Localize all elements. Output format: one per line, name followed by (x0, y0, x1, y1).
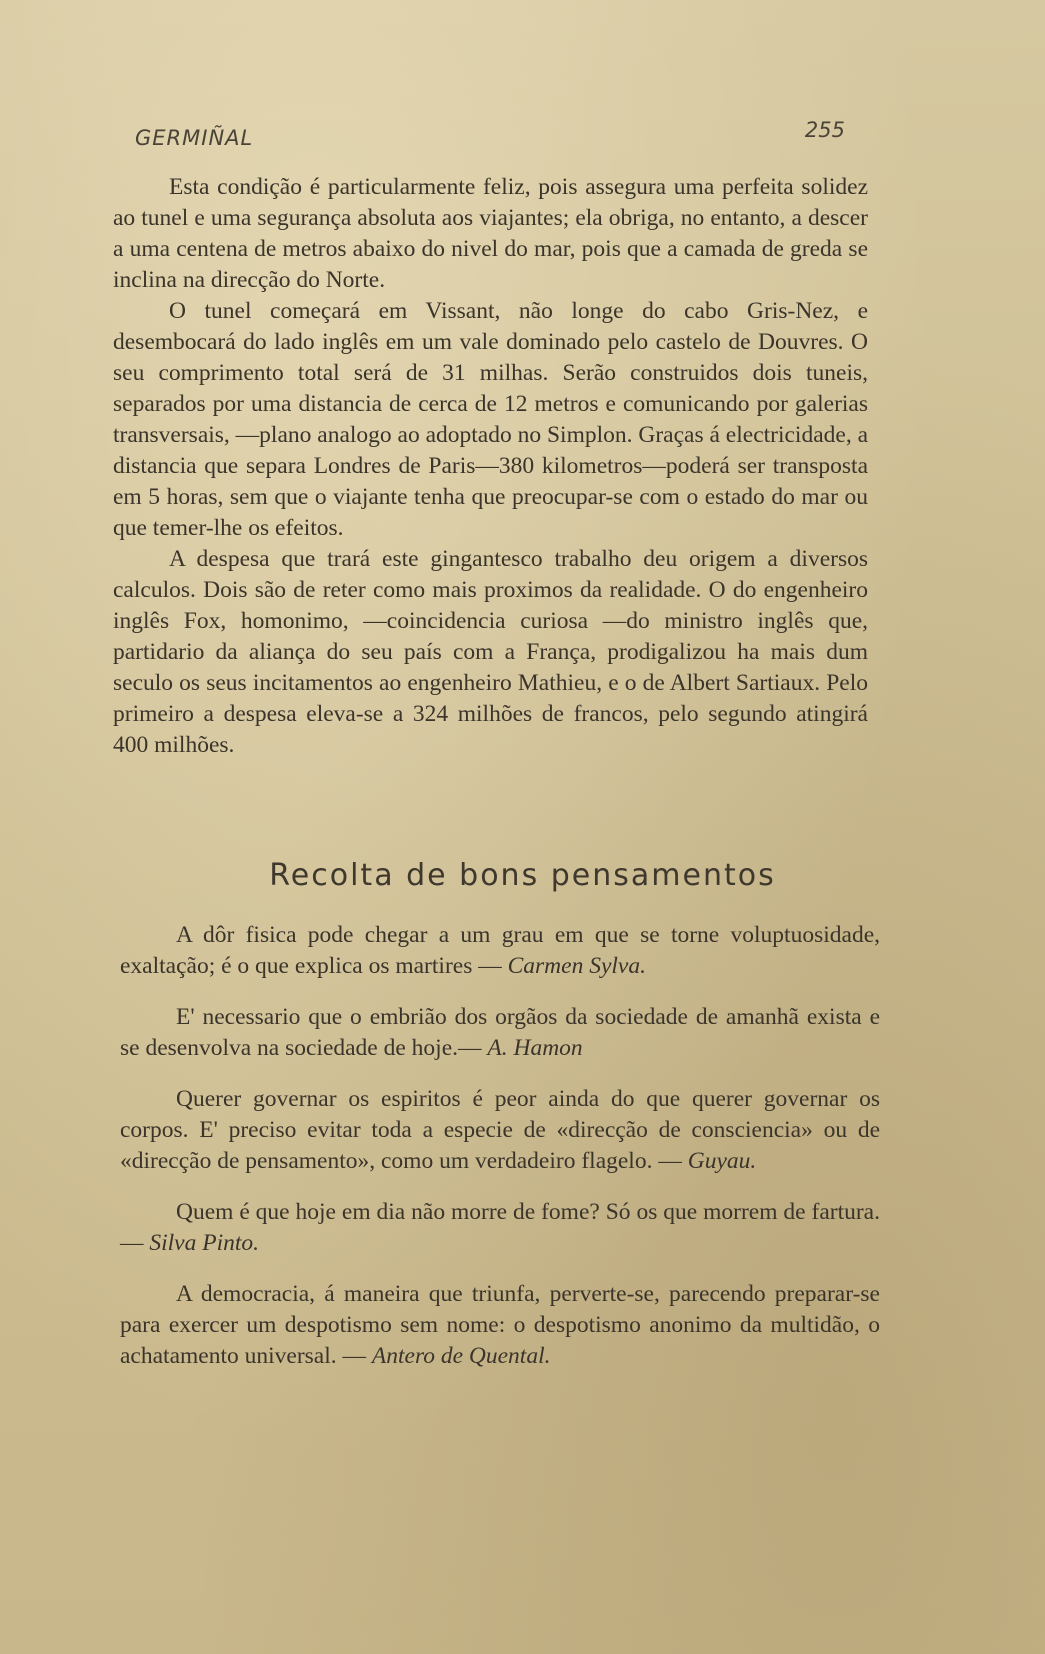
page-header (135, 118, 845, 158)
running-head: GERMIÑAL (135, 126, 254, 150)
quote (120, 1279, 880, 1372)
quote (120, 1197, 880, 1259)
quote-author: Carmen Sylva. (507, 953, 646, 979)
quote (120, 1002, 880, 1064)
quote-text: E' necessario que o embrião dos orgãos da sociedade de amanhã exista e se desenvolva na sociedade de hoje.— (120, 1004, 880, 1061)
page-number: 255 (804, 118, 845, 142)
quote-text: A dôr fisica pode chegar a um grau em que se torne voluptuosidade, exaltação; é o que explica os martires — (120, 922, 880, 979)
section-title: Recolta de bons pensamentos (269, 858, 776, 893)
article-paragraph: O tunel começará em Vissant, não longe do cabo Gris-Nez, e desembocará do lado inglês em um vale dominado pelo castelo de Douvres. O seu comprimento total será de 31 milhas. Serão construidos dois tuneis, separados por uma distancia de cerca de 12 metros e comunicando por galerias transversais, —plano analogo ao adoptado no Simplon. Graças á electricidade, a distancia que separa Londres de Paris—380 kilometros—poderá ser transposta em 5 horas, sem que o viajante tenha que preocupar-se com o estado do mar ou que temer-lhe os efeitos. (113, 298, 869, 541)
quote-author: A. Hamon (487, 1035, 583, 1061)
quote-author: Silva Pinto. (149, 1230, 260, 1256)
quote-text: A democracia, á maneira que triunfa, perverte-se, parecendo preparar-se para exercer um despotismo sem nome: o despotismo anonimo da multidão, o achatamento universal. — (120, 1281, 880, 1369)
quote-author: Guyau. (687, 1148, 757, 1174)
quote-text: Quem é que hoje em dia não morre de fome? Só os que morrem de fartura. — (120, 1199, 880, 1256)
quote-text: Querer governar os espiritos é peor ainda do que querer governar os corpos. E' preciso evitar toda a especie de «direcção de consciencia» ou de «direcção de pensamento», como um verdadeiro flagelo. — (120, 1086, 880, 1174)
article-paragraph: A despesa que trará este gingantesco trabalho deu origem a diversos calculos. Dois são de reter como mais proximos da realidade. O do engenheiro inglês Fox, homonimo, —coincidencia curiosa —do ministro inglês que, partidario da aliança do seu país com a França, prodigalizou ha mais dum seculo os seus incitamentos ao engenheiro Mathieu, e o de Albert Sartiaux. Pelo primeiro a despesa eleva-se a 324 milhões de francos, pelo segundo atingirá 400 milhões. (113, 546, 868, 758)
quote (120, 1084, 880, 1177)
article-paragraph: Esta condição é particularmente feliz, pois assegura uma perfeita solidez ao tunel e uma segurança absoluta aos viajantes; ela obriga, no entanto, a descer a uma centena de metros abaixo do nivel do mar, pois que a camada de greda se inclina na direcção do Norte. (113, 174, 868, 293)
article-body (113, 172, 868, 761)
quotes-list (120, 920, 880, 1392)
quote-author: Antero de Quental. (371, 1343, 551, 1369)
quote (120, 920, 880, 982)
